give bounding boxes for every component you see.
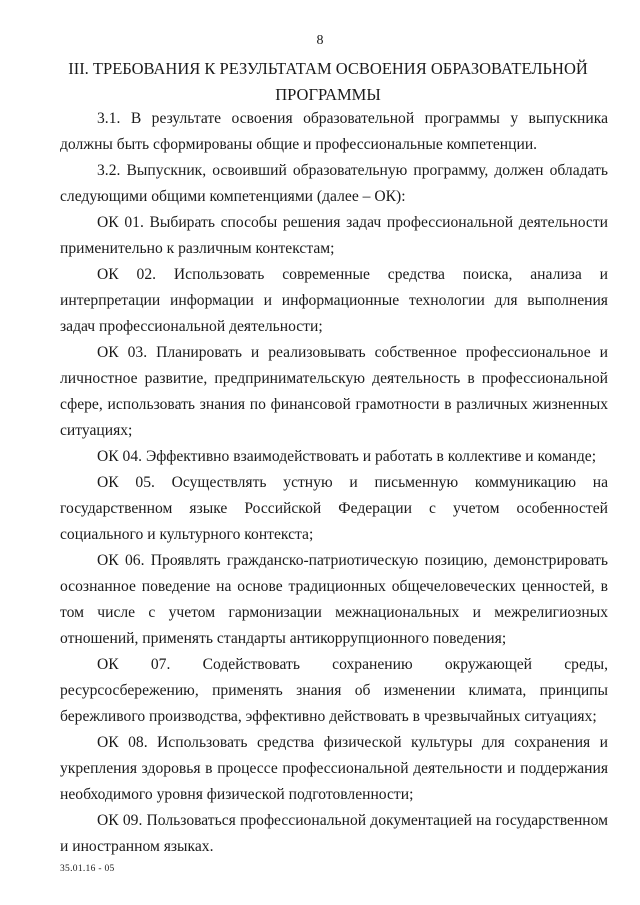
document-body — [60, 106, 608, 860]
competency-ok-09: ОК 09. Пользоваться профессиональной документацией на государственном и иностранном языках. — [60, 812, 608, 855]
competency-ok-03: ОК 03. Планировать и реализовывать собственное профессиональное и личностное развитие, предпринимательскую деятельность в профессиональной сфере, использовать знания по финансовой грамотности в различных жизненных ситуациях; — [60, 344, 608, 439]
competency-ok-05: ОК 05. Осуществлять устную и письменную коммуникацию на государственном языке Российской Федерации с учетом особенностей социального и культурного контекста; — [60, 474, 608, 543]
document-code: 35.01.16 - 05 — [60, 864, 115, 874]
competency-ok-06: ОК 06. Проявлять гражданско-патриотическую позицию, демонстрировать осознанное поведение на основе традиционных общечеловеческих ценностей, в том числе с учетом гармонизации межнациональных и межрелигиозных отношений, применять стандарты антикоррупционного поведения; — [60, 552, 608, 647]
paragraph-3-1: 3.1. В результате освоения образовательной программы у выпускника должны быть сформированы общие и профессиональные компетенции. — [60, 110, 608, 153]
competency-ok-07: ОК 07. Содействовать сохранению окружающей среды, ресурсосбережению, применять знания об изменении климата, принципы бережливого производства, эффективно действовать в чрезвычайных ситуациях; — [60, 656, 608, 725]
paragraph-3-2: 3.2. Выпускник, освоивший образовательную программу, должен обладать следующими общими компетенциями (далее – ОК): — [60, 162, 608, 205]
competency-ok-08: ОК 08. Использовать средства физической культуры для сохранения и укрепления здоровья в процессе профессиональной деятельности и поддержания необходимого уровня физической подготовленности; — [60, 734, 608, 803]
section-title: III. ТРЕБОВАНИЯ К РЕЗУЛЬТАТАМ ОСВОЕНИЯ ОБРАЗОВАТЕЛЬНОЙ ПРОГРАММЫ — [68, 59, 588, 104]
competency-ok-04: ОК 04. Эффективно взаимодействовать и работать в коллективе и команде; — [97, 448, 597, 465]
competency-ok-01: ОК 01. Выбирать способы решения задач профессиональной деятельности применительно к различным контекстам; — [60, 214, 608, 257]
page-number: 8 — [316, 33, 324, 48]
competency-ok-02: ОК 02. Использовать современные средства поиска, анализа и интерпретации информации и информационные технологии для выполнения задач профессиональной деятельности; — [60, 266, 608, 335]
